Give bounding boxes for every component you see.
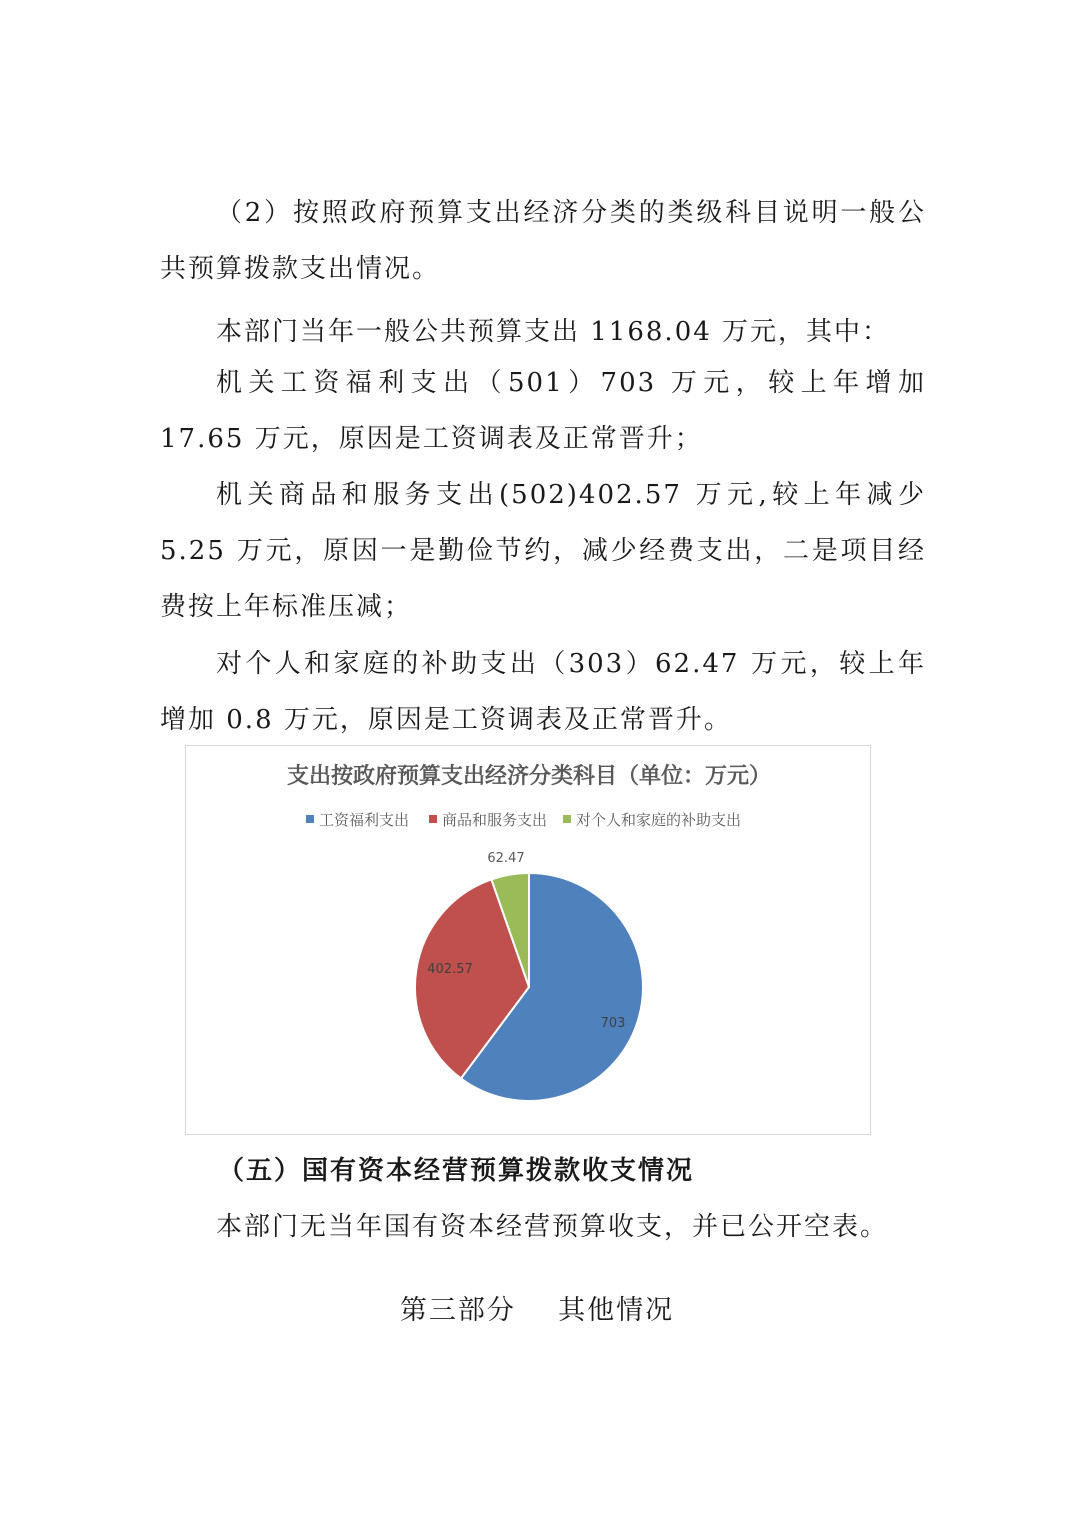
- legend-label-1: 工资福利支出: [319, 811, 410, 829]
- paragraph-goods-services: 机关商品和服务支出(502)402.57 万元,较上年减少 5.25 万元，原因一是勤俭节约，减少经费支出，二是项目经费按上年标准压减；: [160, 480, 926, 622]
- paragraph-personal-subsidy: 对个人和家庭的补助支出（303）62.47 万元，较上年增加 0.8 万元，原因是工资调表及正常晋升。: [160, 649, 926, 735]
- pie-slices: [415, 873, 643, 1101]
- data-label-3: 62.47: [487, 851, 525, 866]
- pie-chart: [185, 745, 871, 1135]
- part-3-title: 第三部分 其他情况: [399, 1295, 675, 1326]
- section-5-heading: （五）国有资本经营预算拨款收支情况: [218, 1156, 695, 1186]
- paragraph-budget-classification: （2）按照政府预算支出经济分类的类级科目说明一般公共预算拨款支出情况。: [160, 198, 926, 284]
- legend-label-3: 对个人和家庭的补助支出: [576, 811, 742, 829]
- legend-swatch-3: [563, 815, 571, 823]
- legend-swatch-2: [429, 815, 437, 823]
- legend-label-2: 商品和服务支出: [442, 811, 548, 829]
- chart-legend: [306, 811, 741, 829]
- paragraph-wage-welfare: 机关工资福利支出（501）703 万元，较上年增加 17.65 万元，原因是工资调表及正常晋升；: [160, 368, 926, 454]
- data-label-1: 703: [600, 1016, 626, 1031]
- section-5-body: 本部门无当年国有资本经营预算收支，并已公开空表。: [216, 1212, 889, 1242]
- data-label-2: 402.57: [427, 962, 473, 977]
- chart-title: 支出按政府预算支出经济分类科目（单位：万元）: [286, 764, 772, 789]
- pie-chart-canvas: [186, 746, 872, 1136]
- paragraph-total-expenditure: 本部门当年一般公共预算支出 1168.04 万元，其中：: [216, 317, 891, 347]
- legend-swatch-1: [306, 815, 314, 823]
